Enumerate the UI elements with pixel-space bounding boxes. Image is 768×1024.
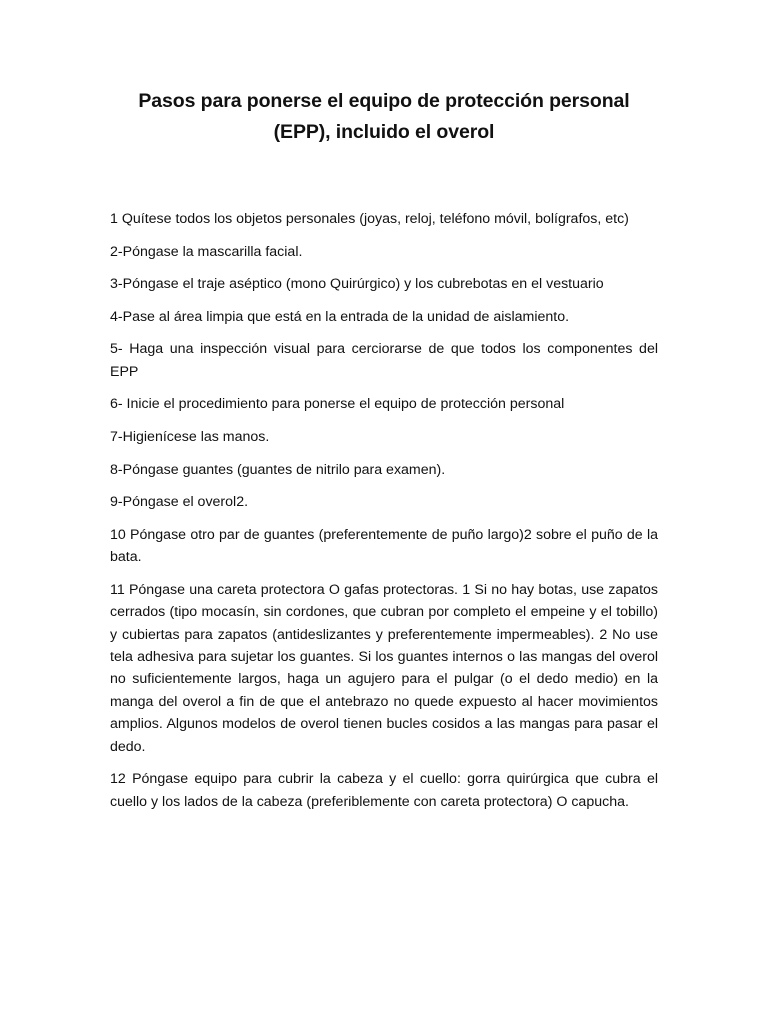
step-5: 5- Haga una inspección visual para cerciorarse de que todos los componentes del EPP bbox=[110, 341, 658, 380]
steps-list bbox=[110, 208, 658, 823]
step-9: 9-Póngase el overol2. bbox=[110, 494, 249, 511]
step-6: 6- Inicie el procedimiento para ponerse el equipo de protección personal bbox=[110, 396, 565, 413]
title-line-2: (EPP), incluido el overol bbox=[273, 121, 495, 143]
step-11: 11 Póngase una careta protectora O gafas protectoras. 1 Si no hay botas, use zapatos cerrados (tipo mocasín, sin cordones, que cubran por completo el empeine y el tobillo) y cubiertas para zapatos (antideslizantes y preferentemente impermeables). 2 No use tela adhesiva para sujetar los guantes. Si los guantes internos o las mangas del overol no suficientemente largos, haga un agujero para el pulgar (o el dedo medio) en la manga del overol a fin de que el antebrazo no quede expuesto al hacer movimientos amplios. Algunos modelos de overol tienen bucles cosidos a las mangas para pasar el dedo. bbox=[110, 581, 658, 755]
step-1: 1 Quítese todos los objetos personales (joyas, reloj, teléfono móvil, bolígrafos, etc) bbox=[110, 211, 629, 227]
step-10: 10 Póngase otro par de guantes (preferentemente de puño largo)2 sobre el puño de la bata. bbox=[110, 526, 658, 566]
step-12: 12 Póngase equipo para cubrir la cabeza y el cuello: gorra quirúrgica que cubra el cuello y los lados de la cabeza (preferiblemente con careta protectora) O capucha. bbox=[110, 771, 658, 810]
step-7: 7-Higienícese las manos. bbox=[110, 428, 270, 445]
document-title bbox=[110, 86, 658, 148]
step-2: 2-Póngase la mascarilla facial. bbox=[110, 243, 303, 260]
step-3: 3-Póngase el traje aséptico (mono Quirúrgico) y los cubrebotas en el vestuario bbox=[110, 276, 604, 293]
title-line-1: Pasos para ponerse el equipo de protección personal bbox=[138, 90, 630, 112]
step-8: 8-Póngase guantes (guantes de nitrilo para examen). bbox=[110, 461, 446, 478]
step-4: 4-Pase al área limpia que está en la entrada de la unidad de aislamiento. bbox=[110, 308, 570, 325]
